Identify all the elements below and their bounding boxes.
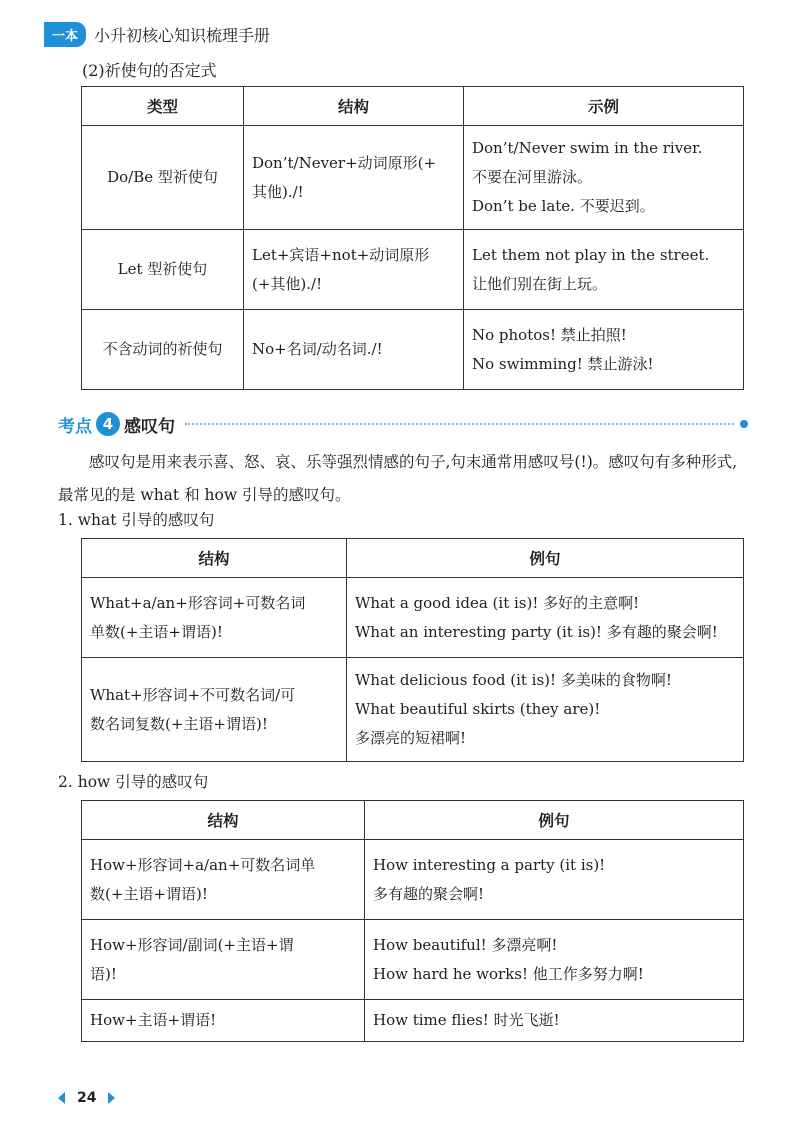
divider-end-dot-icon	[740, 420, 748, 428]
column-header: 示例	[464, 87, 744, 126]
example-cell	[464, 310, 744, 390]
table-row	[82, 658, 744, 762]
type-cell: Let 型祈使句	[82, 230, 244, 310]
book-title: 小升初核心知识梳理手册	[94, 25, 271, 45]
structure-cell	[82, 578, 347, 658]
table-header-row	[82, 87, 744, 126]
table-header-row	[82, 539, 744, 578]
example-line: What an interesting party (it is)! 多有趣的聚会啊!	[355, 622, 718, 641]
structure-cell	[82, 658, 347, 762]
example-line: No swimming! 禁止游泳!	[472, 354, 654, 373]
example-line: How time flies! 时光飞逝!	[373, 1011, 560, 1029]
structure-cell	[244, 126, 464, 230]
example-line: 让他们别在街上玩。	[472, 274, 608, 293]
structure-line: No+名词/动名词./!	[252, 340, 383, 358]
structure-cell	[82, 1000, 365, 1042]
structure-line: How+形容词+a/an+可数名词单	[90, 855, 316, 874]
structure-cell	[244, 230, 464, 310]
example-line: Don’t be late. 不要迟到。	[472, 197, 655, 215]
kaodian-number-badge: 4	[96, 412, 120, 436]
structure-line: (+其他)./!	[252, 274, 323, 293]
structure-cell	[82, 840, 365, 920]
column-header: 结构	[82, 801, 365, 840]
kaodian-label: 考点	[58, 416, 92, 437]
example-cell	[365, 920, 744, 1000]
structure-line: 数名词复数(+主语+谓语)!	[90, 714, 268, 733]
column-header: 例句	[347, 539, 744, 578]
example-line: Don’t/Never swim in the river.	[472, 139, 703, 157]
example-line: How beautiful! 多漂亮啊!	[373, 935, 558, 954]
table-row	[82, 578, 744, 658]
column-header: 例句	[365, 801, 744, 840]
example-line: 多漂亮的短裙啊!	[355, 729, 467, 747]
example-cell	[365, 840, 744, 920]
structure-line: Let+宾语+not+动词原形	[252, 245, 430, 264]
structure-line: 单数(+主语+谓语)!	[90, 622, 223, 641]
previous-page-arrow-icon[interactable]	[58, 1092, 65, 1104]
column-header: 类型	[82, 87, 244, 126]
example-line: How interesting a party (it is)!	[373, 855, 606, 874]
example-cell	[347, 658, 744, 762]
example-cell	[365, 1000, 744, 1042]
how-exclamation-table	[81, 800, 744, 1042]
next-page-arrow-icon[interactable]	[108, 1092, 115, 1104]
intro-paragraph: 感叹句是用来表示喜、怒、哀、乐等强烈情感的句子,句末通常用感叹号(!)。感叹句有多种形式,最常见的是 what 和 how 引导的感叹句。	[58, 453, 738, 504]
what-section-title: 1. what 引导的感叹句	[58, 511, 215, 529]
structure-cell	[82, 920, 365, 1000]
example-line: What a good idea (it is)! 多好的主意啊!	[355, 593, 640, 612]
how-section-title: 2. how 引导的感叹句	[58, 773, 209, 791]
what-exclamation-table	[81, 538, 744, 762]
example-cell	[464, 126, 744, 230]
kaodian-heading	[58, 410, 748, 438]
table-row	[82, 230, 744, 310]
type-cell: Do/Be 型祈使句	[82, 126, 244, 230]
example-cell	[464, 230, 744, 310]
structure-line: 其他)./!	[252, 182, 304, 201]
example-line: How hard he works! 他工作多努力啊!	[373, 964, 644, 983]
example-line: 不要在河里游泳。	[472, 168, 593, 186]
kaodian-title: 感叹句	[124, 416, 175, 437]
table-row	[82, 126, 744, 230]
structure-line: What+形容词+不可数名词/可	[90, 685, 296, 704]
example-line: No photos! 禁止拍照!	[472, 325, 627, 344]
page-header	[44, 20, 270, 48]
table-header-row	[82, 801, 744, 840]
section-title-negative-imperative: (2)祈使句的否定式	[82, 61, 217, 80]
structure-line: What+a/an+形容词+可数名词	[90, 593, 306, 612]
structure-line: Don’t/Never+动词原形(+	[252, 153, 437, 172]
example-line: What delicious food (it is)! 多美味的食物啊!	[355, 671, 672, 689]
example-cell	[347, 578, 744, 658]
structure-line: How+形容词/副词(+主语+谓	[90, 935, 294, 954]
table-row	[82, 310, 744, 390]
dotted-divider	[185, 423, 734, 425]
structure-cell	[244, 310, 464, 390]
example-line: Let them not play in the street.	[472, 245, 710, 264]
structure-line: How+主语+谓语!	[90, 1011, 217, 1029]
table-row	[82, 920, 744, 1000]
table-row	[82, 1000, 744, 1042]
page-number: 24	[77, 1090, 97, 1106]
page-footer	[58, 1090, 115, 1106]
table-row	[82, 840, 744, 920]
negative-imperative-table	[81, 86, 744, 390]
book-logo: 一本	[44, 22, 86, 47]
example-line: What beautiful skirts (they are)!	[355, 700, 601, 718]
structure-line: 数(+主语+谓语)!	[90, 884, 208, 903]
type-cell: 不含动词的祈使句	[82, 310, 244, 390]
column-header: 结构	[244, 87, 464, 126]
column-header: 结构	[82, 539, 347, 578]
example-line: 多有趣的聚会啊!	[373, 884, 485, 903]
structure-line: 语)!	[90, 964, 117, 983]
